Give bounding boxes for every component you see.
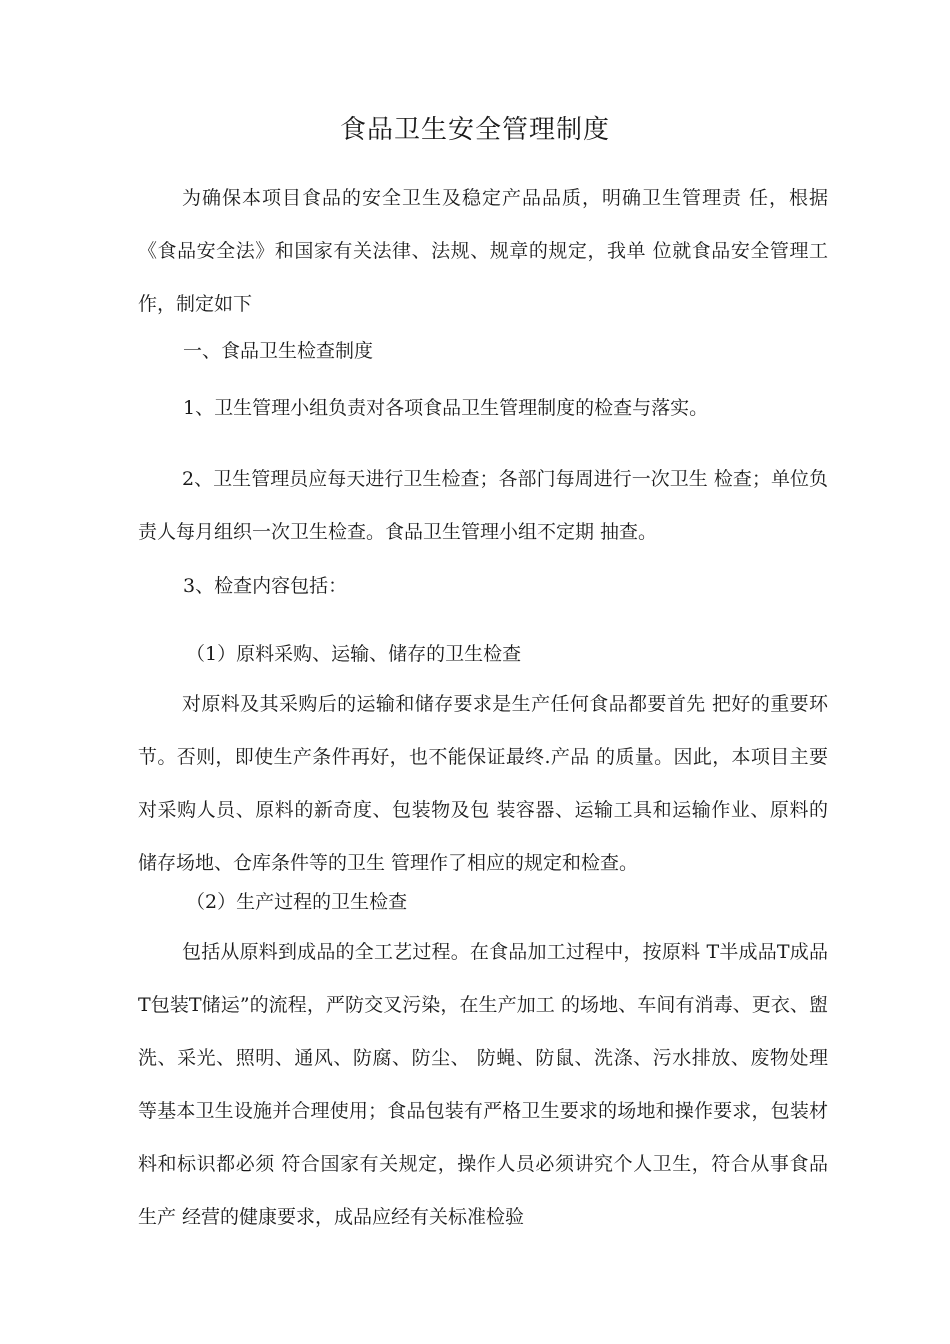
item-2: 2、卫生管理员应每天进行卫生检查；各部门每周进行一次卫生 检查；单位负责人每月组织一次卫生检查。食品卫生管理小组不定期 抽查。: [138, 468, 828, 543]
subsection-1-body: 对原料及其采购后的运输和储存要求是生产任何食品都要首先 把好的重要环节。否则，即使生产条件再好，也不能保证最终.产品 的质量。因此，本项目主要对采购人员、原料的新奇度、包装物及包 装容器、运输工具和运输作业、原料的储存场地、仓库条件等的卫生 管理作了相应的规定和检查。: [138, 693, 828, 874]
subsection-2-body: 包括从原料到成品的全工艺过程。在食品加工过程中，按原料 T半成品T成品T包装T储运”的流程，严防交叉污染，在生产加工 的场地、车间有消毒、更衣、盥洗、采光、照明、通风、防腐、防尘、 防蝇、防鼠、洗涤、污水排放、废物处理等基本卫生设施并合理使用；食品包装有严格卫生要求的场地和操作要求，包装材料和标识都必须 符合国家有关规定，操作人员必须讲究个人卫生，符合从事食品生产 经营的健康要求，成品应经有关标准检验: [138, 941, 828, 1228]
item-3: 3、检查内容包括：: [183, 575, 348, 597]
item-1: 1、卫生管理小组负责对各项食品卫生管理制度的检查与落实。: [183, 397, 709, 419]
document-title: 食品卫生安全管理制度: [339, 115, 610, 145]
subsection-1-heading: （1）原料采购、运输、储存的卫生检查: [186, 643, 522, 665]
intro-paragraph: 为确保本项目食品的安全卫生及稳定产品品质，明确卫生管理责 任，根据《食品安全法》和国家有关法律、法规、规章的规定，我单 位就食品安全管理工作，制定如下: [138, 187, 828, 315]
section-heading: 一、食品卫生检查制度: [183, 340, 374, 362]
subsection-2-heading: （2）生产过程的卫生检查: [186, 891, 408, 913]
